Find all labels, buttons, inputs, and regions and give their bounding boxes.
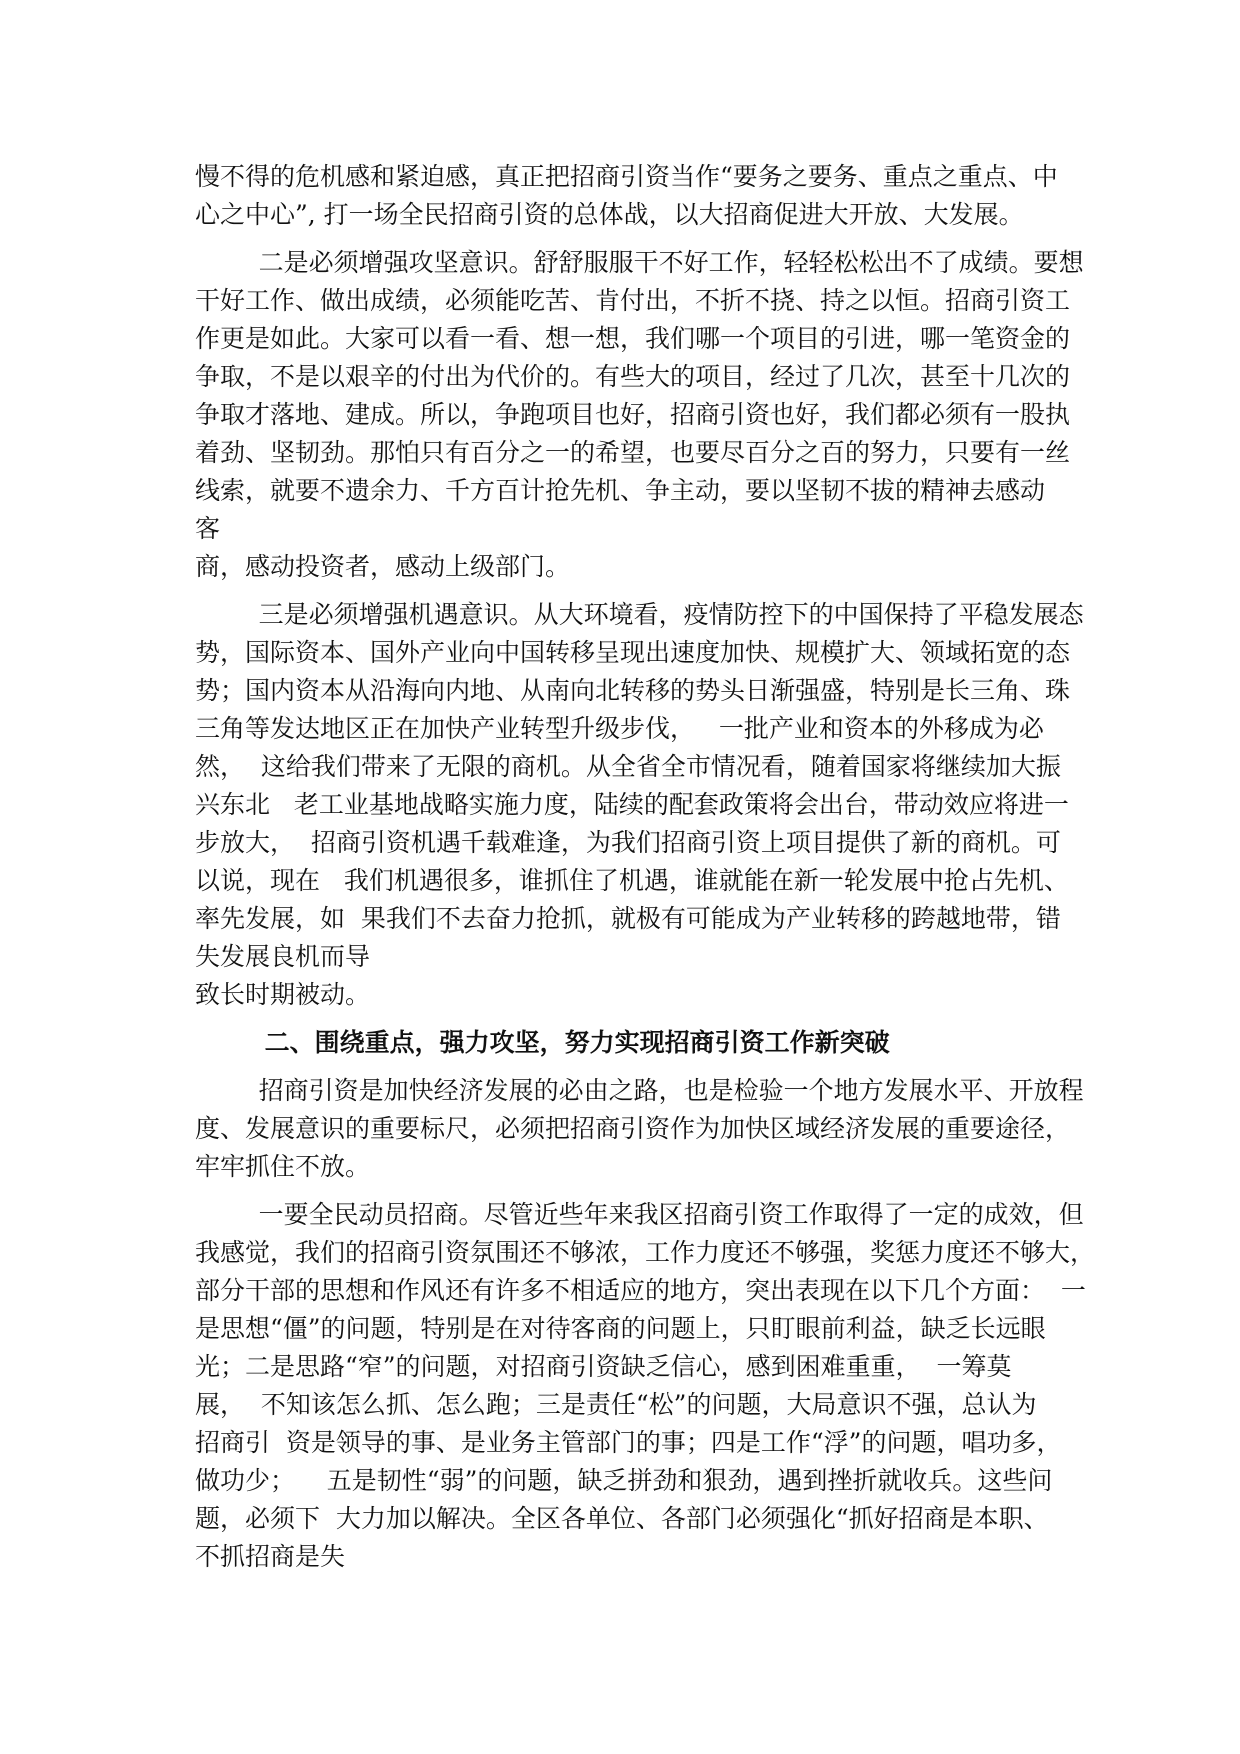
- text-line: 客: [195, 514, 221, 543]
- text-line: 展， 不知该怎么抓、怎么跑；三是责任“松”的问题，大局意识不强，总认为: [195, 1390, 1037, 1419]
- text-line: 干好工作、做出成绩，必须能吃苦、肯付出，不折不挠、持之以恒。招商引资工: [195, 286, 1071, 315]
- text-line: 光；二是思路“窄”的问题，对招商引资缺乏信心，感到困难重重， 一筹莫: [195, 1352, 1012, 1381]
- paragraph: [195, 596, 1084, 1014]
- text-line: 三角等发达地区正在加快产业转型升级步伐， 一批产业和资本的外移成为必: [195, 714, 1044, 743]
- text-line: 二、围绕重点，强力攻坚，努力实现招商引资工作新突破: [195, 1028, 890, 1057]
- section-heading: [195, 1024, 1065, 1062]
- text-line: 二是必须增强攻坚意识。舒舒服服干不好工作，轻轻松松出不了成绩。要想: [195, 248, 1084, 277]
- text-line: 线索，就要不遗余力、千方百计抢先机、争主动，要以坚韧不拔的精神去感动: [195, 476, 1046, 505]
- text-line: 失发展良机而导: [195, 942, 371, 971]
- text-line: 三是必须增强机遇意识。从大环境看，疫情防控下的中国保持了平稳发展态: [195, 600, 1084, 629]
- text-line: 以说，现在 我们机遇很多，谁抓住了机遇，谁就能在新一轮发展中抢占先机、: [195, 866, 1069, 895]
- text-line: 争取才落地、建成。所以，争跑项目也好，招商引资也好，我们都必须有一股执: [195, 400, 1071, 429]
- paragraph: [195, 1072, 1084, 1186]
- text-line: 争取，不是以艰辛的付出为代价的。有些大的项目，经过了几次，甚至十几次的: [195, 362, 1071, 391]
- text-line: 率先发展，如 果我们不去奋力抢抓，就极有可能成为产业转移的跨越地带，错: [195, 904, 1061, 933]
- paragraph: [195, 1196, 1096, 1576]
- paragraph: [195, 158, 1065, 234]
- text-line: 势；国内资本从沿海向内地、从南向北转移的势头日渐强盛，特别是长三角、珠: [195, 676, 1071, 705]
- text-line: 兴东北 老工业基地战略实施力度，陆续的配套政策将会出台，带动效应将进一: [195, 790, 1069, 819]
- text-line: 慢不得的危机感和紧迫感，真正把招商引资当作“要务之要务、重点之重点、中: [195, 162, 1058, 191]
- text-line: 心之中心”, 打一场全民招商引资的总体战，以大招商促进大开放、大发展。: [195, 200, 1024, 229]
- text-line: 一要全民动员招商。尽管近些年来我区招商引资工作取得了一定的成效，但: [195, 1200, 1084, 1229]
- text-line: 部分干部的思想和作风还有许多不相适应的地方，突出表现在以下几个方面： 一: [195, 1276, 1086, 1305]
- paragraph: [195, 244, 1084, 586]
- text-line: 不抓招商是失: [195, 1542, 346, 1571]
- text-line: 牢牢抓住不放。: [195, 1152, 371, 1181]
- text-line: 题，必须下 大力加以解决。全区各单位、各部门必须强化“抓好招商是本职、: [195, 1504, 1049, 1533]
- text-line: 是思想“僵”的问题，特别是在对待客商的问题上，只盯眼前利益，缺乏长远眼: [195, 1314, 1046, 1343]
- text-line: 着劲、坚韧劲。那怕只有百分之一的希望，也要尽百分之百的努力，只要有一丝: [195, 438, 1071, 467]
- text-line: 步放大， 招商引资机遇千载难逢，为我们招商引资上项目提供了新的商机。可: [195, 828, 1061, 857]
- text-line: 我感觉，我们的招商引资氛围还不够浓，工作力度还不够强，奖惩力度还不够大，: [195, 1238, 1096, 1267]
- text-line: 招商引 资是领导的事、是业务主管部门的事；四是工作“浮”的问题，唱功多，: [195, 1428, 1062, 1457]
- text-line: 作更是如此。大家可以看一看、想一想，我们哪一个项目的引进，哪一笔资金的: [195, 324, 1071, 353]
- text-line: 度、发展意识的重要标尺，必须把招商引资作为加快区域经济发展的重要途径，: [195, 1114, 1071, 1143]
- text-line: 势，国际资本、国外产业向中国转移呈现出速度加快、规模扩大、领域拓宽的态: [195, 638, 1071, 667]
- document-body: [195, 158, 1096, 1586]
- text-line: 招商引资是加快经济发展的必由之路，也是检验一个地方发展水平、开放程: [195, 1076, 1084, 1105]
- text-line: 商，感动投资者，感动上级部门。: [195, 552, 571, 581]
- text-line: 然， 这给我们带来了无限的商机。从全省全市情况看，随着国家将继续加大振: [195, 752, 1061, 781]
- text-line: 做功少； 五是韧性“弱”的问题，缺乏拼劲和狠劲，遇到挫折就收兵。这些问: [195, 1466, 1053, 1495]
- text-line: 致长时期被动。: [195, 980, 371, 1009]
